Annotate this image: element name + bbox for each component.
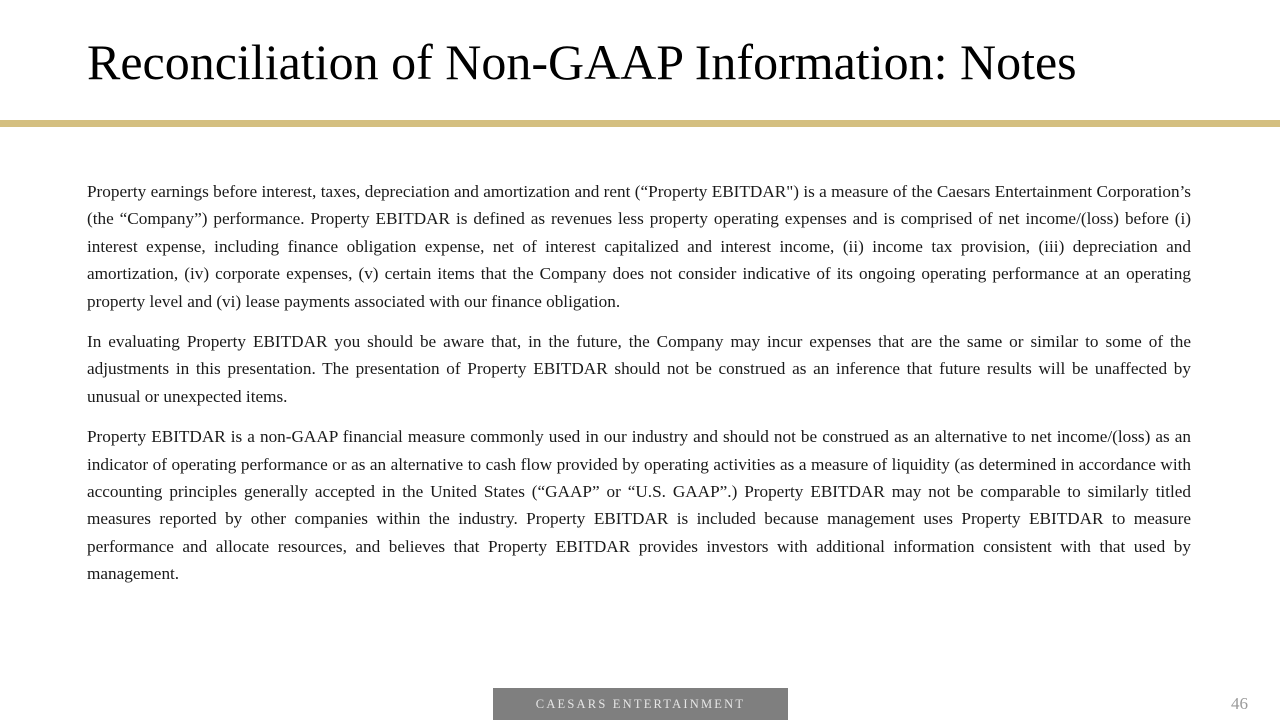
- page-title: Reconciliation of Non-GAAP Information: Notes: [87, 34, 1077, 90]
- footer-brand-bar: CAESARS ENTERTAINMENT: [493, 688, 788, 720]
- paragraph-non-gaap-explanation: Property EBITDAR is a non-GAAP financial measure commonly used in our industry and should not be construed as an alternative to net income/(loss) as an indicator of operating performance or as an alternative to cash flow provided by operating activities as a measure of liquidity (as determined in accordance with accounting principles generally accepted in the United States (“GAAP” or “U.S. GAAP”.) Property EBITDAR may not be comparable to similarly titled measures reported by other companies within the industry. Property EBITDAR is included because management uses Property EBITDAR to measure performance and allocate resources, and believes that Property EBITDAR provides investors with additional information consistent with that used by management.: [87, 427, 1191, 584]
- page-number: 46: [1231, 694, 1248, 713]
- paragraph-evaluation-caveat: In evaluating Property EBITDAR you should be aware that, in the future, the Company may incur expenses that are the same or similar to some of the adjustments in this presentation. The presentation of Property EBITDAR should not be construed as an inference that future results will be unaffected by unusual or unexpected items.: [87, 332, 1191, 406]
- title-divider: [0, 120, 1280, 127]
- notes-body: [87, 178, 1191, 601]
- paragraph-ebitdar-definition: Property earnings before interest, taxes, depreciation and amortization and rent (“Property EBITDAR") is a measure of the Caesars Entertainment Corporation’s (the “Company”) performance. Property EBITDAR is defined as revenues less property operating expenses and is comprised of net income/(loss) before (i) interest expense, including finance obligation expense, net of interest capitalized and interest income, (ii) income tax provision, (iii) depreciation and amortization, (iv) corporate expenses, (v) certain items that the Company does not consider indicative of its ongoing operating performance at an operating property level and (vi) lease payments associated with our finance obligation.: [87, 182, 1191, 311]
